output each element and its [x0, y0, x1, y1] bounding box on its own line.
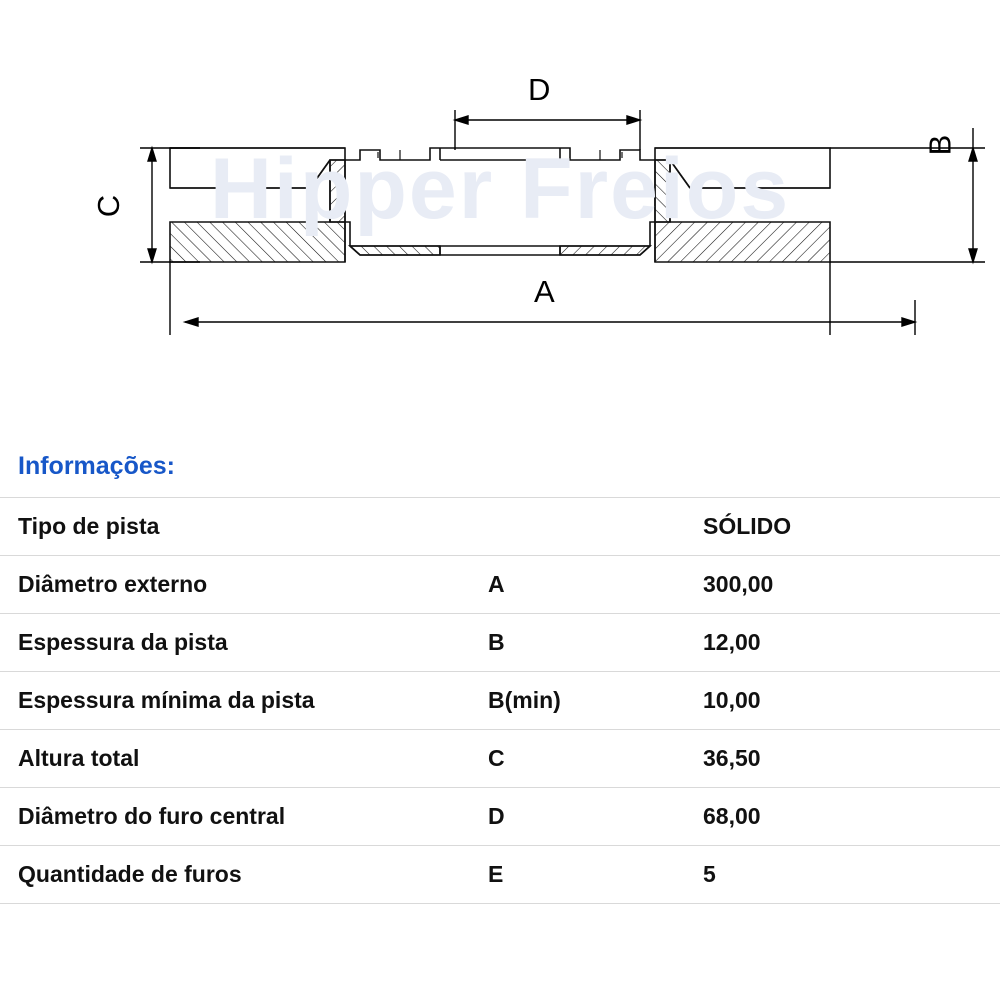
table-row — [0, 672, 1000, 730]
spec-symbol: A — [488, 556, 703, 614]
watermark-text: Hipper Freios — [209, 141, 791, 237]
spec-symbol: B(min) — [488, 672, 703, 730]
specifications-table — [0, 497, 1000, 904]
dimension-label-d: D — [528, 72, 551, 107]
spec-value: 12,00 — [703, 614, 1000, 672]
spec-symbol: C — [488, 730, 703, 788]
spec-value: 5 — [703, 846, 1000, 904]
spec-value: 36,50 — [703, 730, 1000, 788]
table-row — [0, 730, 1000, 788]
info-title: Informações: — [18, 452, 175, 480]
information-section — [0, 452, 1000, 904]
spec-label: Tipo de pista — [0, 498, 488, 556]
table-row — [0, 846, 1000, 904]
spec-label: Espessura da pista — [0, 614, 488, 672]
spec-symbol: E — [488, 846, 703, 904]
table-row — [0, 498, 1000, 556]
spec-value: 68,00 — [703, 788, 1000, 846]
spec-symbol — [488, 498, 703, 556]
spec-value: 300,00 — [703, 556, 1000, 614]
table-row — [0, 556, 1000, 614]
spec-value: SÓLIDO — [703, 498, 1000, 556]
spec-label: Diâmetro do furo central — [0, 788, 488, 846]
spec-value: 10,00 — [703, 672, 1000, 730]
dimension-label-c: C — [91, 194, 127, 218]
dimension-label-b: B — [922, 134, 958, 156]
disc-body — [170, 148, 830, 262]
spec-label: Altura total — [0, 730, 488, 788]
table-row — [0, 788, 1000, 846]
spec-label: Quantidade de furos — [0, 846, 488, 904]
dimension-label-a: A — [534, 274, 555, 309]
spec-symbol: D — [488, 788, 703, 846]
spec-label: Diâmetro externo — [0, 556, 488, 614]
spec-symbol: B — [488, 614, 703, 672]
table-row — [0, 614, 1000, 672]
disc-cross-section-svg — [0, 0, 1000, 430]
spec-label: Espessura mínima da pista — [0, 672, 488, 730]
technical-drawing — [0, 0, 1000, 430]
